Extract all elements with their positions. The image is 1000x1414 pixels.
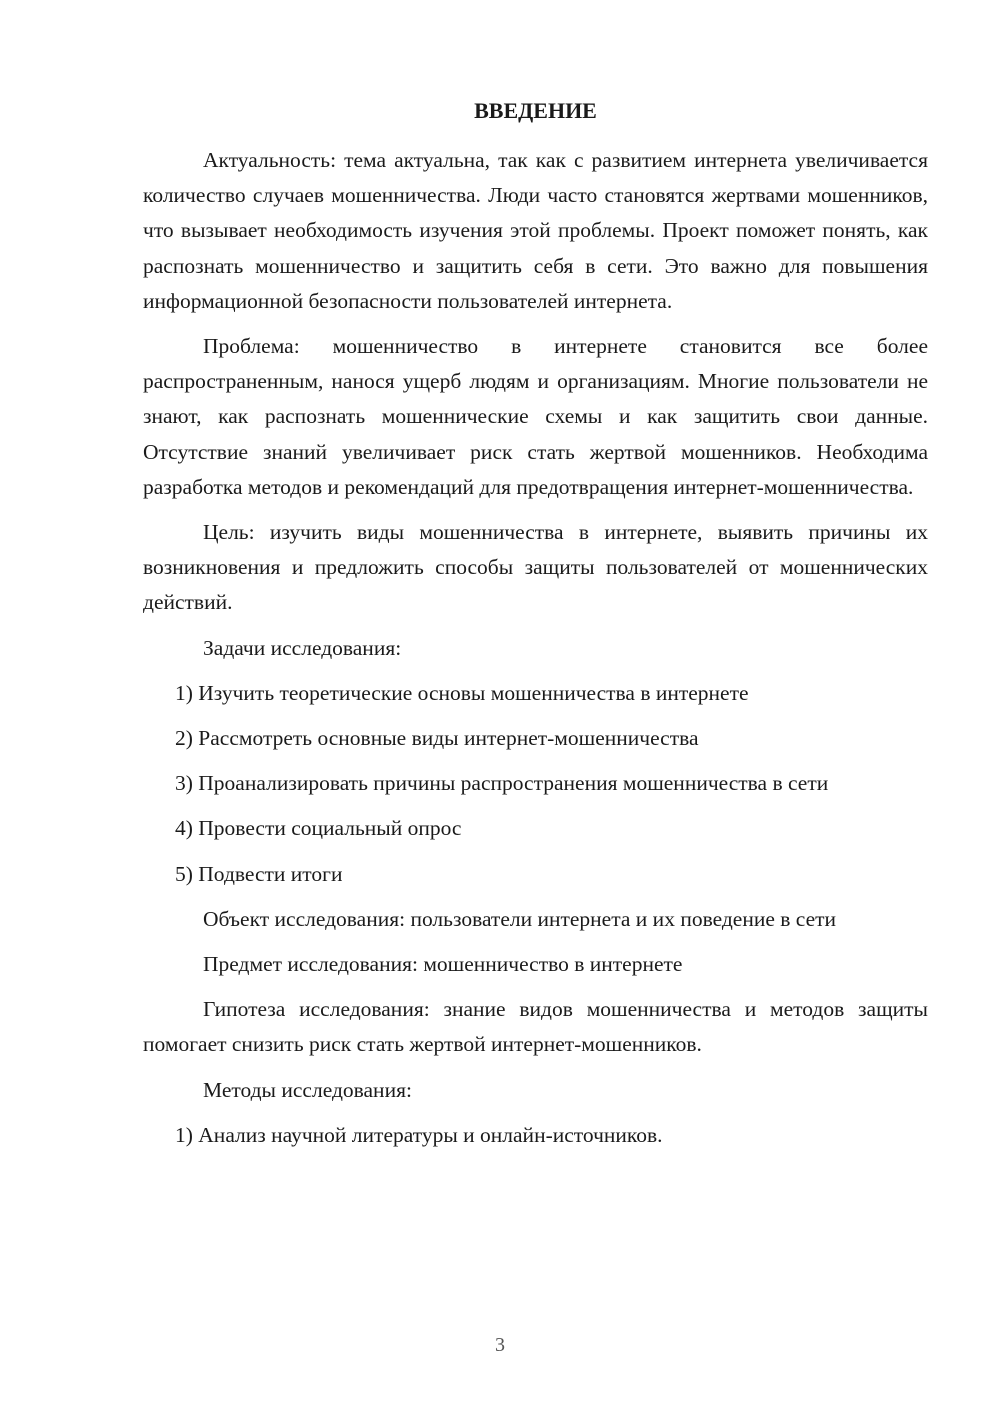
paragraph-problem: Проблема: мошенничество в интернете становится все более распространенным, нанося ущерб людям и организациям. Многие пользователи не знают, как распознать мошеннические схемы и как защитить свои данные. Отсутствие знаний увеличивает риск стать жертвой мошенников. Необходима разработка методов и рекомендаций для предотвращения интернет-мошенничества. <box>143 334 928 499</box>
list-item-method-1: 1) Анализ научной литературы и онлайн-источников. <box>175 1122 663 1147</box>
list-item-task-4: 4) Провести социальный опрос <box>175 816 462 841</box>
document-body <box>143 143 928 1163</box>
page-number: 3 <box>495 1334 505 1356</box>
paragraph-goal: Цель: изучить виды мошенничества в интернете, выявить причины их возникновения и предложить способы защиты пользователей от мошеннических действий. <box>143 520 928 615</box>
paragraph-tasks-heading: Задачи исследования: <box>203 635 402 660</box>
paragraph-relevance: Актуальность: тема актуальна, так как с развитием интернета увеличивается количество случаев мошенничества. Люди часто становятся жертвами мошенников, что вызывает необходимость изучения этой проблемы. Проект поможет понять, как распознать мошенничество и защитить себя в сети. Это важно для повышения информационной безопасности пользователей интернета. <box>143 148 928 313</box>
paragraph-hypothesis: Гипотеза исследования: знание видов мошенничества и методов защиты помогает снизить риск стать жертвой интернет-мошенников. <box>143 997 928 1057</box>
list-item-task-5: 5) Подвести итоги <box>175 861 343 886</box>
list-item-task-1: 1) Изучить теоретические основы мошенничества в интернете <box>175 680 749 705</box>
section-title: ВВЕДЕНИЕ <box>474 98 597 123</box>
list-item-task-3: 3) Проанализировать причины распространения мошенничества в сети <box>175 771 829 796</box>
paragraph-methods-heading: Методы исследования: <box>203 1077 412 1102</box>
paragraph-object: Объект исследования: пользователи интернета и их поведение в сети <box>203 906 837 931</box>
paragraph-subject: Предмет исследования: мошенничество в интернете <box>203 952 683 977</box>
list-item-task-2: 2) Рассмотреть основные виды интернет-мошенничества <box>175 726 699 751</box>
